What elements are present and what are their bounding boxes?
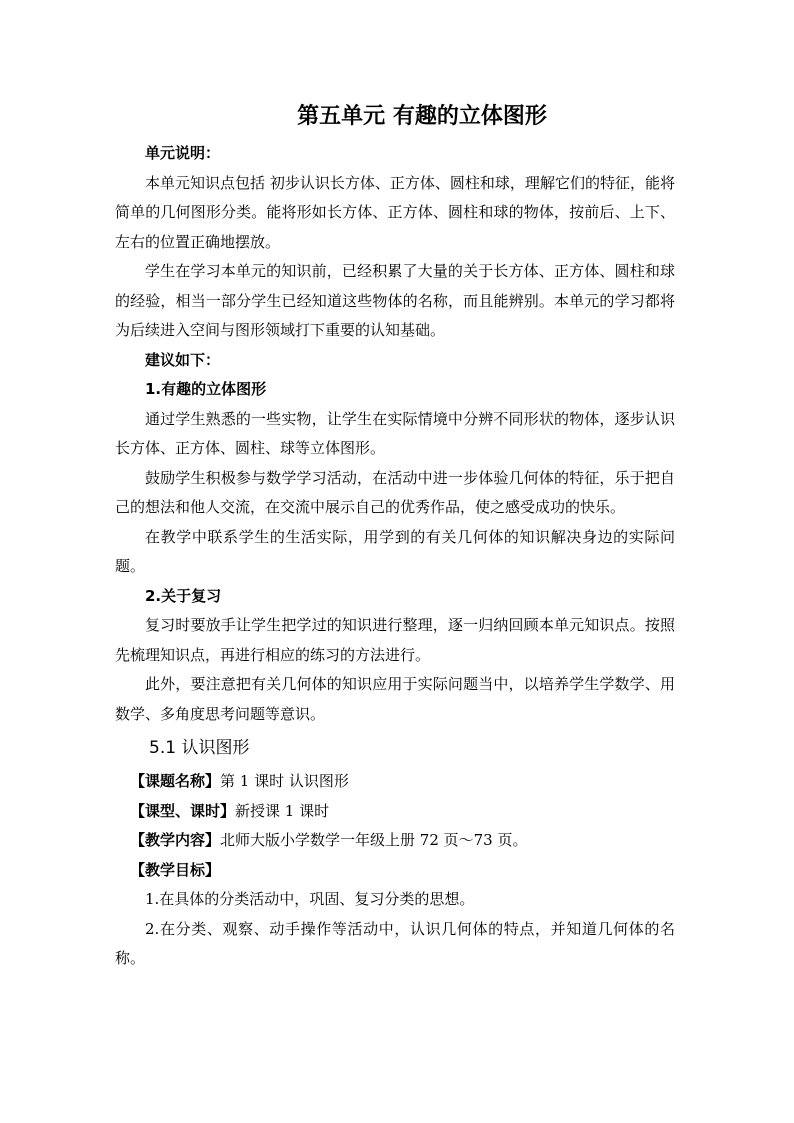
lesson-type-line [115,797,675,827]
lesson-name-line [115,767,675,797]
intro-paragraph-1: 本单元知识点包括 初步认识长方体、正方体、圆柱和球，理解它们的特征，能将简单的几何图形分类。能将形如长方体、正方体、圆柱和球的物体，按前后、上下、左右的位置正确地摆放。 [115,173,675,251]
item1-paragraph-1: 通过学生熟悉的一些实物，让学生在实际情境中分辨不同形状的物体，逐步认识长方体、正方体、圆柱、球等立体图形。 [115,409,675,457]
document-body [115,139,675,974]
suggestions-heading: 建议如下： [145,350,221,369]
lesson-type-label: 【课型、课时】 [130,801,236,820]
goal-1: 1.在具体的分类活动中，巩固、复习分类的思想。 [145,890,475,908]
teaching-goals-label: 【教学目标】 [130,860,221,879]
lesson-type-value: 新授课 1 课时 [235,801,330,820]
teaching-content-label: 【教学内容】 [130,831,221,849]
lesson-name-label: 【课题名称】 [130,772,221,790]
lesson-name-value: 第 1 课时 认识图形 [220,772,349,790]
item1-heading: 1.有趣的立体图形 [145,380,267,398]
item2-paragraph-1: 复习时要放手让学生把学过的知识进行整理，逐一归纳回顾本单元知识点。按照先梳理知识点，再进行相应的练习的方法进行。 [115,616,675,664]
item1-paragraph-3: 在教学中联系学生的生活实际，用学到的有关几何体的知识解决身边的实际问题。 [115,527,675,575]
teaching-goals-line [115,856,675,886]
teaching-content-value: 北师大版小学数学一年级上册 72 页～73 页。 [220,831,528,849]
item1-paragraph-2: 鼓励学生积极参与数学学习活动，在活动中进一步体验几何体的特征，乐于把自己的想法和他人交流，在交流中展示自己的优秀作品，使之感受成功的快乐。 [115,468,675,516]
unit-description-heading: 单元说明： [145,144,221,162]
goal-2: 2.在分类、观察、动手操作等活动中，认识几何体的特点，并知道几何体的名称。 [115,919,675,967]
document-title: 第五单元 有趣的立体图形 [297,104,547,129]
teaching-content-line [115,826,675,856]
item2-paragraph-2: 此外，要注意把有关几何体的知识应用于实际问题当中，以培养学生学数学、用数学、多角度思考问题等意识。 [115,675,675,723]
intro-paragraph-2: 学生在学习本单元的知识前，已经积累了大量的关于长方体、正方体、圆柱和球的经验，相当一部分学生已经知道这些物体的名称，而且能辨别。本单元的学习都将为后续进入空间与图形领域打下重要的认知基础。 [115,262,675,339]
section-heading: 5.1 认识图形 [149,738,250,758]
item2-heading: 2.关于复习 [145,586,222,605]
